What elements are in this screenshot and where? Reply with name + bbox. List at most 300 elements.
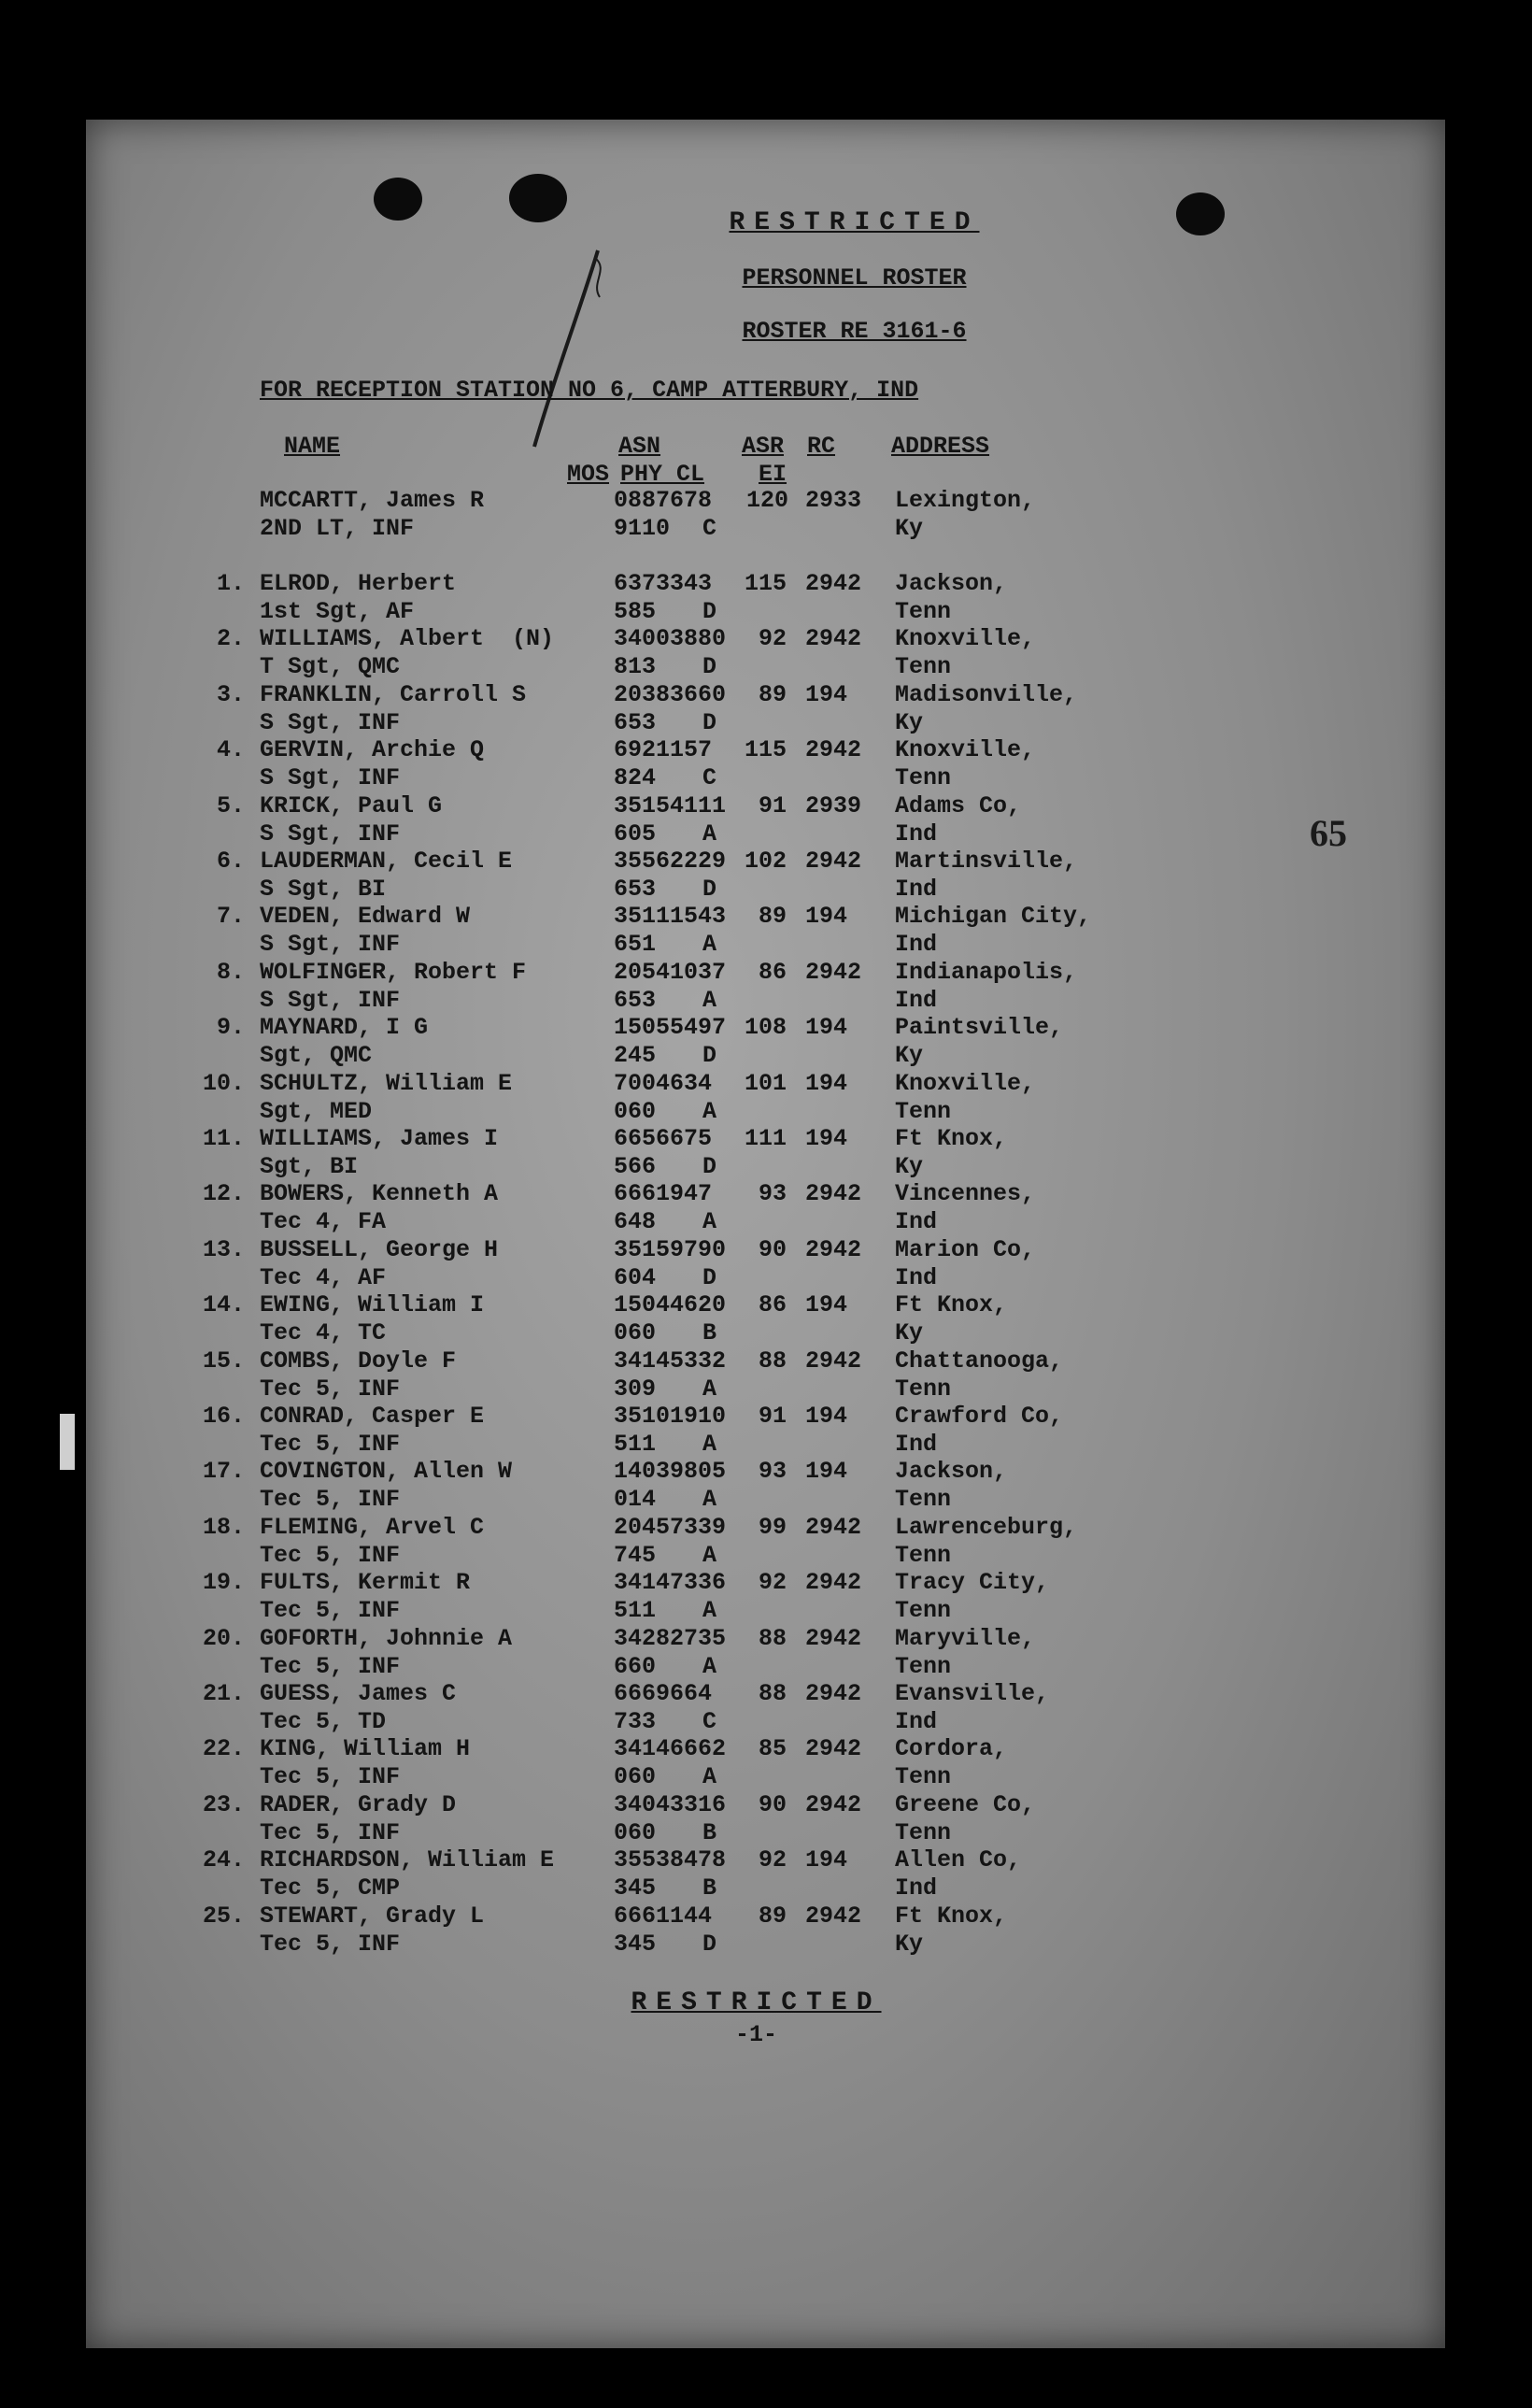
row-asr: 108 [744, 1014, 787, 1042]
row-mos: 653 [614, 876, 657, 903]
row-name: WILLIAMS, James I [260, 1125, 499, 1152]
row-rc: 2942 [805, 1346, 862, 1375]
table-row [86, 959, 1445, 1015]
row-rc: 2942 [805, 1735, 862, 1763]
row-city: Ft Knox, [895, 1902, 1008, 1930]
row-number: 6. [216, 848, 245, 875]
row-phy: A [702, 1097, 717, 1125]
officer-city: Lexington, [895, 487, 1036, 514]
row-name: WOLFINGER, Robert F [260, 958, 527, 986]
row-rank: Tec 5, INF [260, 1652, 401, 1680]
table-row [86, 792, 1445, 848]
row-rank: Tec 5, CMP [260, 1874, 401, 1902]
row-mos: 660 [614, 1652, 657, 1680]
row-city: Evansville, [895, 1680, 1050, 1707]
row-name: LAUDERMAN, Cecil E [260, 848, 513, 875]
row-rc: 2939 [805, 791, 862, 819]
row-asn: 6373343 [614, 570, 713, 597]
row-rank: Tec 5, INF [260, 1763, 401, 1791]
row-rank: Sgt, BI [260, 1153, 359, 1180]
row-rank: Sgt, MED [260, 1097, 373, 1125]
row-phy: A [702, 1541, 717, 1569]
row-rc: 2942 [805, 1680, 862, 1707]
row-phy: C [702, 1708, 717, 1735]
row-mos: 651 [614, 931, 657, 959]
row-asn: 15055497 [614, 1014, 727, 1042]
row-city: Paintsville, [895, 1014, 1064, 1042]
row-asr: 86 [758, 958, 787, 986]
row-rank: Tec 4, TC [260, 1319, 387, 1347]
row-number: 20. [202, 1624, 245, 1652]
row-city: Chattanooga, [895, 1346, 1064, 1375]
row-mos: 060 [614, 1818, 657, 1846]
row-state: Tenn [895, 1097, 952, 1125]
row-mos: 511 [614, 1431, 657, 1458]
row-number: 9. [216, 1014, 245, 1042]
row-mos: 604 [614, 1263, 657, 1291]
row-rc: 2942 [805, 1180, 862, 1208]
row-number: 2. [216, 625, 245, 653]
row-asr: 92 [758, 1846, 787, 1874]
row-number: 21. [202, 1680, 245, 1707]
table-row [86, 1569, 1445, 1625]
row-state: Ind [895, 1708, 938, 1735]
row-state: Ky [895, 1153, 924, 1180]
reception-station-line: FOR RECEPTION STATION NO 6, CAMP ATTERBURY, IND [260, 377, 919, 404]
officer-rc: 2933 [805, 487, 862, 514]
row-asr: 89 [758, 680, 787, 708]
row-asr: 101 [744, 1069, 787, 1097]
row-number: 3. [216, 680, 245, 708]
row-state: Ind [895, 931, 938, 959]
row-asn: 7004634 [614, 1069, 713, 1097]
row-rc: 2942 [805, 1790, 862, 1818]
row-name: RICHARDSON, William E [260, 1846, 555, 1874]
row-mos: 653 [614, 708, 657, 736]
row-rc: 194 [805, 1846, 848, 1874]
row-state: Ky [895, 1319, 924, 1347]
row-state: Tenn [895, 1486, 952, 1514]
row-rc: 2942 [805, 1569, 862, 1597]
row-asr: 93 [758, 1458, 787, 1486]
table-row [86, 736, 1445, 792]
row-mos: 511 [614, 1597, 657, 1625]
table-row [86, 1514, 1445, 1570]
row-rank: Tec 5, INF [260, 1597, 401, 1625]
row-rc: 2942 [805, 570, 862, 597]
row-rank: Tec 5, INF [260, 1486, 401, 1514]
row-asr: 92 [758, 1569, 787, 1597]
row-rank: Tec 5, INF [260, 1375, 401, 1403]
document-page [86, 120, 1445, 2348]
row-number: 13. [202, 1235, 245, 1263]
row-city: Madisonville, [895, 680, 1078, 708]
row-name: STEWART, Grady L [260, 1902, 485, 1930]
row-rc: 194 [805, 1014, 848, 1042]
row-rc: 2942 [805, 1513, 862, 1541]
row-city: Maryville, [895, 1624, 1036, 1652]
restricted-footer: RESTRICTED [631, 1988, 882, 2017]
table-row [86, 1070, 1445, 1126]
row-phy: A [702, 1431, 717, 1458]
row-phy: A [702, 931, 717, 959]
row-rc: 2942 [805, 625, 862, 653]
row-name: KING, William H [260, 1735, 471, 1763]
row-asr: 99 [758, 1513, 787, 1541]
row-mos: 060 [614, 1763, 657, 1791]
row-phy: D [702, 653, 717, 681]
row-asn: 34147336 [614, 1569, 727, 1597]
row-asr: 86 [758, 1291, 787, 1319]
row-number: 5. [216, 791, 245, 819]
row-rank: Tec 4, FA [260, 1208, 387, 1236]
row-mos: 653 [614, 986, 657, 1014]
row-rank: S Sgt, INF [260, 819, 401, 848]
row-asr: 91 [758, 791, 787, 819]
row-phy: A [702, 986, 717, 1014]
row-state: Ind [895, 1263, 938, 1291]
row-rank: 1st Sgt, AF [260, 598, 415, 625]
table-row [86, 848, 1445, 904]
row-number: 24. [202, 1846, 245, 1874]
row-mos: 813 [614, 653, 657, 681]
row-number: 12. [202, 1180, 245, 1208]
row-city: Lawrenceburg, [895, 1513, 1078, 1541]
row-state: Ky [895, 708, 924, 736]
table-row [86, 903, 1445, 959]
row-asn: 35111543 [614, 903, 727, 931]
row-rc: 194 [805, 680, 848, 708]
row-state: Tenn [895, 598, 952, 625]
row-phy: A [702, 1486, 717, 1514]
row-number: 11. [202, 1125, 245, 1152]
row-phy: A [702, 1375, 717, 1403]
header-phy-cl: PHY CL [620, 461, 705, 488]
row-rc: 194 [805, 903, 848, 931]
row-state: Ind [895, 876, 938, 903]
row-city: Adams Co, [895, 791, 1022, 819]
row-mos: 345 [614, 1930, 657, 1958]
row-city: Knoxville, [895, 1069, 1036, 1097]
header-ei: EI [759, 461, 787, 488]
row-asn: 35101910 [614, 1403, 727, 1430]
row-asn: 20541037 [614, 958, 727, 986]
row-number: 1. [216, 570, 245, 597]
row-phy: A [702, 819, 717, 848]
row-rc: 2942 [805, 736, 862, 764]
row-asn: 35538478 [614, 1846, 727, 1874]
row-asr: 115 [744, 570, 787, 597]
row-name: SCHULTZ, William E [260, 1069, 513, 1097]
row-asn: 6921157 [614, 736, 713, 764]
row-rank: Tec 5, INF [260, 1930, 401, 1958]
row-asr: 89 [758, 903, 787, 931]
row-mos: 245 [614, 1042, 657, 1070]
row-city: Cordora, [895, 1735, 1008, 1763]
table-row [86, 1902, 1445, 1959]
row-name: FRANKLIN, Carroll S [260, 680, 527, 708]
row-name: BUSSELL, George H [260, 1235, 499, 1263]
row-rc: 194 [805, 1069, 848, 1097]
row-city: Ft Knox, [895, 1291, 1008, 1319]
table-row [86, 1180, 1445, 1236]
table-row [86, 1680, 1445, 1736]
row-mos: 648 [614, 1208, 657, 1236]
row-number: 15. [202, 1346, 245, 1375]
table-row [86, 1735, 1445, 1791]
table-row [86, 570, 1445, 626]
row-asr: 90 [758, 1790, 787, 1818]
row-mos: 605 [614, 819, 657, 848]
row-phy: C [702, 764, 717, 792]
row-mos: 585 [614, 598, 657, 625]
row-city: Crawford Co, [895, 1403, 1064, 1430]
row-name: COMBS, Doyle F [260, 1346, 457, 1375]
row-name: ELROD, Herbert [260, 570, 457, 597]
row-rank: S Sgt, INF [260, 931, 401, 959]
row-state: Tenn [895, 1541, 952, 1569]
row-state: Tenn [895, 1763, 952, 1791]
row-name: KRICK, Paul G [260, 791, 443, 819]
row-rc: 2942 [805, 1235, 862, 1263]
row-asn: 35562229 [614, 848, 727, 875]
row-rank: S Sgt, INF [260, 764, 401, 792]
row-asr: 88 [758, 1680, 787, 1707]
row-name: CONRAD, Casper E [260, 1403, 485, 1430]
row-asn: 34043316 [614, 1790, 727, 1818]
row-number: 8. [216, 958, 245, 986]
row-name: FULTS, Kermit R [260, 1569, 471, 1597]
row-asr: 111 [744, 1125, 787, 1152]
row-mos: 309 [614, 1375, 657, 1403]
row-state: Tenn [895, 1375, 952, 1403]
row-mos: 014 [614, 1486, 657, 1514]
row-city: Ft Knox, [895, 1125, 1008, 1152]
table-row [86, 1347, 1445, 1403]
row-name: EWING, William I [260, 1291, 485, 1319]
row-asn: 34003880 [614, 625, 727, 653]
row-asn: 6669664 [614, 1680, 713, 1707]
row-rc: 194 [805, 1403, 848, 1430]
officer-row [86, 487, 1445, 543]
row-rc: 2942 [805, 848, 862, 875]
row-rank: T Sgt, QMC [260, 653, 401, 681]
row-state: Ind [895, 1874, 938, 1902]
table-row [86, 1291, 1445, 1347]
row-number: 14. [202, 1291, 245, 1319]
row-phy: B [702, 1818, 717, 1846]
row-name: FLEMING, Arvel C [260, 1513, 485, 1541]
row-asr: 93 [758, 1180, 787, 1208]
row-state: Ind [895, 819, 938, 848]
officer-state: Ky [895, 515, 924, 542]
row-city: Marion Co, [895, 1235, 1036, 1263]
row-city: Michigan City, [895, 903, 1092, 931]
row-phy: A [702, 1208, 717, 1236]
row-state: Tenn [895, 653, 952, 681]
row-asn: 34282735 [614, 1624, 727, 1652]
row-rc: 2942 [805, 1902, 862, 1930]
header-asr: ASR [742, 433, 785, 460]
row-rank: Tec 5, INF [260, 1431, 401, 1458]
page-stamp-number: 65 [1310, 812, 1347, 854]
row-phy: D [702, 1930, 717, 1958]
row-state: Ky [895, 1930, 924, 1958]
row-rank: Tec 4, AF [260, 1263, 387, 1291]
row-phy: A [702, 1597, 717, 1625]
row-asn: 14039805 [614, 1458, 727, 1486]
row-number: 7. [216, 903, 245, 931]
row-state: Ind [895, 1208, 938, 1236]
row-rank: Tec 5, INF [260, 1541, 401, 1569]
row-asr: 90 [758, 1235, 787, 1263]
row-number: 25. [202, 1902, 245, 1930]
officer-rank: 2ND LT, INF [260, 515, 415, 542]
row-state: Tenn [895, 1597, 952, 1625]
row-rc: 2942 [805, 1624, 862, 1652]
personnel-roster-title: PERSONNEL ROSTER [742, 264, 967, 292]
row-number: 4. [216, 736, 245, 764]
row-asn: 34145332 [614, 1346, 727, 1375]
row-number: 23. [202, 1790, 245, 1818]
row-number: 16. [202, 1403, 245, 1430]
row-name: RADER, Grady D [260, 1790, 457, 1818]
row-name: GOFORTH, Johnnie A [260, 1624, 513, 1652]
row-name: COVINGTON, Allen W [260, 1458, 513, 1486]
row-number: 18. [202, 1513, 245, 1541]
row-asn: 6656675 [614, 1125, 713, 1152]
row-asn: 6661144 [614, 1902, 713, 1930]
row-city: Greene Co, [895, 1790, 1036, 1818]
table-row [86, 1625, 1445, 1681]
table-row [86, 1125, 1445, 1181]
row-mos: 566 [614, 1153, 657, 1180]
row-rank: Sgt, QMC [260, 1042, 373, 1070]
row-asn: 20383660 [614, 680, 727, 708]
row-phy: D [702, 1042, 717, 1070]
row-asr: 88 [758, 1346, 787, 1375]
row-asr: 89 [758, 1902, 787, 1930]
row-rc: 194 [805, 1291, 848, 1319]
row-asr: 115 [744, 736, 787, 764]
row-mos: 060 [614, 1097, 657, 1125]
row-asr: 88 [758, 1624, 787, 1652]
roster-number: ROSTER RE 3161-6 [742, 318, 967, 345]
officer-name: MCCARTT, James R [260, 487, 485, 514]
officer-asr: 120 [746, 487, 789, 514]
row-asr: 102 [744, 848, 787, 875]
header-address: ADDRESS [891, 433, 990, 460]
row-phy: A [702, 1652, 717, 1680]
table-row [86, 1236, 1445, 1292]
row-number: 17. [202, 1458, 245, 1486]
row-phy: D [702, 876, 717, 903]
page-number: -1- [734, 2021, 777, 2048]
row-city: Tracy City, [895, 1569, 1050, 1597]
row-name: GUESS, James C [260, 1680, 457, 1707]
table-row [86, 1791, 1445, 1847]
header-mos: MOS [567, 461, 610, 488]
row-asr: 92 [758, 625, 787, 653]
header-name: NAME [284, 433, 341, 460]
table-row [86, 1014, 1445, 1070]
row-mos: 060 [614, 1319, 657, 1347]
officer-asn: 0887678 [614, 487, 713, 514]
row-asr: 85 [758, 1735, 787, 1763]
row-asn: 35159790 [614, 1235, 727, 1263]
row-number: 10. [202, 1069, 245, 1097]
row-asn: 34146662 [614, 1735, 727, 1763]
table-row [86, 1458, 1445, 1514]
row-rc: 194 [805, 1125, 848, 1152]
row-name: WILLIAMS, Albert (N) [260, 625, 555, 653]
row-city: Knoxville, [895, 625, 1036, 653]
table-row [86, 1403, 1445, 1459]
row-asr: 91 [758, 1403, 787, 1430]
row-rc: 194 [805, 1458, 848, 1486]
row-city: Jackson, [895, 1458, 1008, 1486]
row-phy: D [702, 598, 717, 625]
row-rank: S Sgt, BI [260, 876, 387, 903]
row-phy: D [702, 1153, 717, 1180]
row-name: BOWERS, Kenneth A [260, 1180, 499, 1208]
row-number: 22. [202, 1735, 245, 1763]
row-city: Jackson, [895, 570, 1008, 597]
row-city: Knoxville, [895, 736, 1036, 764]
row-state: Ind [895, 986, 938, 1014]
row-rank: Tec 5, TD [260, 1708, 387, 1735]
row-mos: 345 [614, 1874, 657, 1902]
row-state: Tenn [895, 1818, 952, 1846]
paper-tab [60, 1414, 75, 1470]
table-row [86, 681, 1445, 737]
row-state: Tenn [895, 1652, 952, 1680]
table-row [86, 1846, 1445, 1902]
row-state: Ind [895, 1431, 938, 1458]
row-rank: S Sgt, INF [260, 986, 401, 1014]
officer-phy: C [702, 515, 717, 542]
header-rc: RC [807, 433, 836, 460]
row-name: MAYNARD, I G [260, 1014, 429, 1042]
row-phy: A [702, 1763, 717, 1791]
restricted-header: RESTRICTED [729, 208, 980, 237]
table-row [86, 625, 1445, 681]
row-city: Vincennes, [895, 1180, 1036, 1208]
row-asn: 35154111 [614, 791, 727, 819]
row-rank: Tec 5, INF [260, 1818, 401, 1846]
row-rc: 2942 [805, 958, 862, 986]
row-city: Indianapolis, [895, 958, 1078, 986]
row-phy: D [702, 1263, 717, 1291]
row-mos: 824 [614, 764, 657, 792]
row-asn: 20457339 [614, 1513, 727, 1541]
header-asn: ASN [618, 433, 661, 460]
row-city: Martinsville, [895, 848, 1078, 875]
row-city: Allen Co, [895, 1846, 1022, 1874]
row-name: GERVIN, Archie Q [260, 736, 485, 764]
officer-mos: 9110 [614, 515, 671, 542]
row-mos: 733 [614, 1708, 657, 1735]
row-number: 19. [202, 1569, 245, 1597]
row-phy: B [702, 1874, 717, 1902]
row-asn: 6661947 [614, 1180, 713, 1208]
row-mos: 745 [614, 1541, 657, 1569]
row-state: Tenn [895, 764, 952, 792]
row-phy: D [702, 708, 717, 736]
row-asn: 15044620 [614, 1291, 727, 1319]
row-name: VEDEN, Edward W [260, 903, 471, 931]
row-state: Ky [895, 1042, 924, 1070]
